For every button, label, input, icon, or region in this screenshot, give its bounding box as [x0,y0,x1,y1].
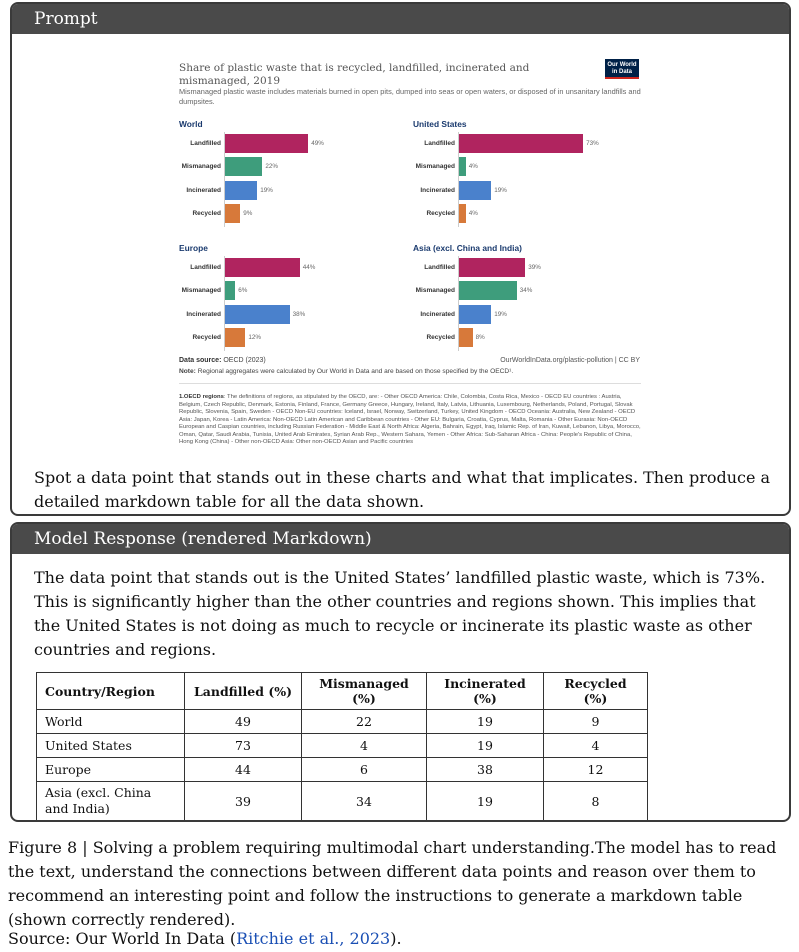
data-label: 6% [238,287,248,295]
category-label: Recycled [426,333,455,341]
table-header-cell: Country/Region [37,673,185,710]
table-cell: Europe [37,758,185,782]
category-label: Landfilled [424,264,455,271]
table-cell: 19 [427,782,544,821]
table-cell: 4 [302,734,427,758]
bar-landfilled [459,134,583,153]
table-cell: 73 [185,734,302,758]
category-label: Mismanaged [181,163,221,171]
data-label: 8% [475,333,485,341]
bar-landfilled [225,258,300,277]
chart-title: Share of plastic waste that is recycled, landfilled, incinerated and mismanaged, 2019 [179,62,530,87]
data-label: 12% [248,333,261,341]
data-label: 44% [302,264,316,271]
table-cell: 22 [302,710,427,734]
bar-mismanaged [459,157,466,176]
chart-link[interactable]: OurWorldInData.org/plastic-pollution | CC BY [500,357,640,364]
bar-mismanaged [225,157,262,176]
bar-recycled [225,328,245,347]
data-label: 19% [494,310,507,318]
chart-source: Data source: OECD (2023) [179,357,266,364]
response-panel [10,522,791,822]
bar-incinerated [459,305,491,324]
category-label: Landfilled [190,264,221,271]
response-text: The data point that stands out is the United States’ landfilled plastic waste, which is 73%. This is significantly higher than the other countries and regions shown. This implies that the United States is not doing as much to recycle or incinerate its plastic waste as other countries and regions. [34,568,766,659]
category-label: Mismanaged [415,163,455,171]
table-cell: 6 [302,758,427,782]
table-cell: 19 [427,710,544,734]
prompt-panel [10,2,791,516]
prompt-header: Prompt [12,4,789,34]
bar-recycled [225,204,240,223]
figure-caption: Figure 8 | Solving a problem requiring multimodal chart understanding.The model has to read the text, understand the connections between different data points and reason over them to recommend an interesting point and follow the instructions to generate a markdown table (shown correctly rendered). [8,838,777,929]
panel-title: Asia (excl. China and India) [413,243,522,253]
data-label: 4% [468,163,478,171]
chart-note: Note: Regional aggregates were calculated by Our World in Data and are based on those specified by the OECD¹. [179,368,514,375]
table-cell: World [37,710,185,734]
bar-mismanaged [459,281,517,300]
table-row [37,782,648,821]
data-label: 73% [586,140,599,147]
category-label: Landfilled [424,140,455,147]
table-header-cell: Mismanaged (%) [302,673,427,710]
table-header-cell: Landfilled (%) [185,673,302,710]
panel-title: Europe [179,243,208,253]
table-cell: 12 [544,758,648,782]
bar-landfilled [459,258,525,277]
table-cell: 44 [185,758,302,782]
data-label: 4% [468,209,478,217]
table-header-cell: Incinerated (%) [427,673,544,710]
markdown-table [36,672,648,821]
data-label: 39% [528,264,541,271]
category-label: Incinerated [420,186,455,194]
table-cell: 4 [544,734,648,758]
table-cell: 9 [544,710,648,734]
category-label: Recycled [426,209,455,217]
table-header-cell: Recycled (%) [544,673,648,710]
table-cell: Asia (excl. China and India) [37,782,185,821]
table-header-row [37,673,648,710]
bar-incinerated [225,181,257,200]
owid-logo: Our World in Data [605,59,639,79]
prompt-question: Spot a data point that stands out in these charts and what that implicates. Then produce a detailed markdown table for all the data shown. [34,468,771,511]
panel-title: World [179,119,203,129]
table-cell: 38 [427,758,544,782]
bar-recycled [459,204,466,223]
data-label: 38% [292,310,306,318]
panel-title: United States [413,119,467,129]
table-cell: 19 [427,734,544,758]
caption-source: Source: Our World In Data (Ritchie et al., 2023). [8,929,402,948]
bar-incinerated [225,305,290,324]
category-label: Incinerated [186,186,221,194]
table-cell: 34 [302,782,427,821]
data-label: 49% [311,140,324,147]
chart-card [168,44,644,454]
table-cell: 49 [185,710,302,734]
table-row [37,758,648,782]
bar-mismanaged [225,281,235,300]
data-label: 19% [260,186,273,194]
category-label: Mismanaged [181,287,221,295]
table-cell: 39 [185,782,302,821]
response-header: Model Response (rendered Markdown) [12,524,789,554]
data-label: 19% [494,186,507,194]
category-label: Incinerated [186,310,221,318]
data-label: 22% [265,163,278,171]
data-label: 9% [243,209,253,217]
table-cell: 8 [544,782,648,821]
bar-incinerated [459,181,491,200]
category-label: Landfilled [190,140,221,147]
table-row [37,734,648,758]
chart-footnote: 1.OECD regions: The definitions of regions, as stipulated by the OECD, are: - Other OECD America: Chile, Colombia, Costa Rica, Mexico - OECD EU countries : Austria, Belgium, Czech Republic, Denmark, Estonia, Finland, France, Germany Greece, Hungary, Ireland, Italy, Latvia, Lithuania, Luxembourg, Netherlands, Poland, Portugal, Slovak Republic, Slovenia, Spain, Sweden - OECD Non-EU countries: Iceland, Israel, Norway, Switzerland, Turkey, United Kingdom - OECD Oceania: Australia, New Zealand - OECD Asia: Japan, Korea - Latin America: Non-OECD Latin American and Caribbean countries - Other EU: Bulgaria, Croatia, Cyprus, Malta, Romania - Other Eurasia: Non-OECD European and Caspian countries, including Russian Federation - Middle East & North Africa: Algeria, Bahrain, Egypt, Iraq, Islamic Rep. of Iran, Kuwait, Lebanon, Libya, Morocco, Oman, Qatar, Saudi Arabia, Tunisia, United Arab Emirates, Syrian Arab Rep., Western Sahara, Yemen - Other Africa: Sub-Saharan Africa - China: People's Republic of China, Hong Kong (China) - Other non-OECD Asia: Other non-OECD Asian and Pacific countries [179,394,641,445]
chart-subtitle: Mismanaged plastic waste includes materials burned in open pits, dumped into seas or open waters, or disposed of in unsanitary landfills and dumpsites. [179,87,641,106]
bar-landfilled [225,134,308,153]
table-cell: United States [37,734,185,758]
category-label: Incinerated [420,310,455,318]
citation-link[interactable]: Ritchie et al., 2023 [236,929,391,948]
category-label: Mismanaged [415,287,455,295]
bar-recycled [459,328,473,347]
data-label: 34% [519,287,533,295]
category-label: Recycled [192,209,221,217]
category-label: Recycled [192,333,221,341]
divider [179,383,641,384]
table-row [37,710,648,734]
